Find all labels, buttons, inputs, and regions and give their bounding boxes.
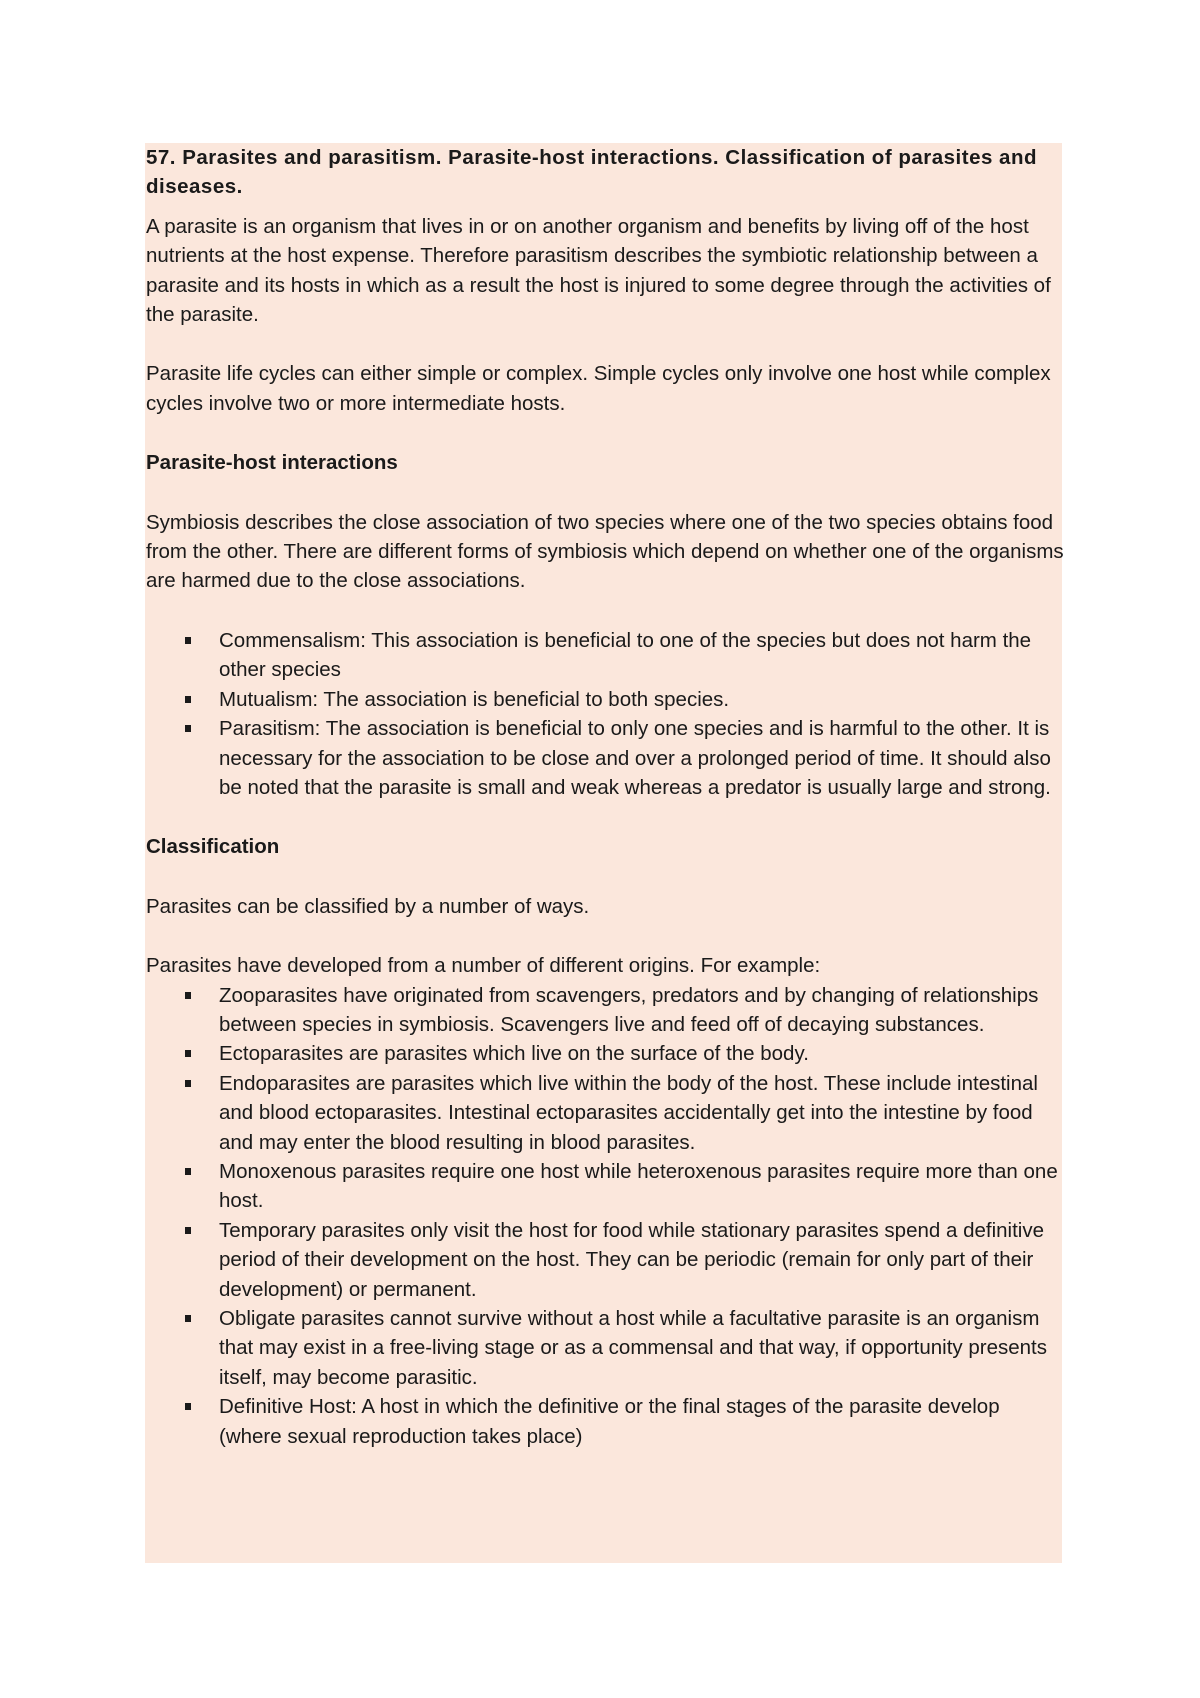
list-item-text: Temporary parasites only visit the host for food while stationary parasites spend a definitive period of their development on the host. They can be periodic (remain for only part of their development) or permanent. bbox=[219, 1218, 1044, 1301]
list-item bbox=[146, 685, 1066, 714]
square-bullet-icon bbox=[185, 992, 191, 999]
square-bullet-icon bbox=[185, 725, 191, 732]
classification-heading: Classification bbox=[146, 835, 280, 859]
spacer bbox=[146, 202, 1066, 212]
spacer bbox=[146, 862, 1066, 892]
list-item bbox=[146, 1304, 1066, 1392]
list-item bbox=[146, 714, 1066, 802]
list-item bbox=[146, 1069, 1066, 1157]
list-item-text: Definitive Host: A host in which the definitive or the final stages of the parasite develop (where sexual reproduction takes place) bbox=[219, 1395, 1000, 1448]
list-item-text: Monoxenous parasites require one host while heteroxenous parasites require more than one host. bbox=[219, 1159, 1058, 1213]
list-item-text: Commensalism: This association is beneficial to one of the species but does not harm the other species bbox=[219, 628, 1032, 682]
intro-paragraph-1: A parasite is an organism that lives in or on another organism and benefits by living off of the host nutrients at the host expense. Therefore parasitism describes the symbiotic relationship between a parasite and its hosts in which as a result the host is injured to some degree through the activities of the parasite. bbox=[146, 214, 1051, 327]
list-item-text: Ectoparasites are parasites which live on the surface of the body. bbox=[219, 1042, 809, 1066]
list-item-text: Endoparasites are parasites which live within the body of the host. These include intestinal and blood ectoparasites. Intestinal ectoparasites accidentally get into the intestine by food and may enter the blood resulting in blood parasites. bbox=[219, 1071, 1038, 1154]
list-item bbox=[146, 1392, 1066, 1451]
square-bullet-icon bbox=[185, 1227, 191, 1234]
square-bullet-icon bbox=[185, 1168, 191, 1175]
interactions-list bbox=[146, 626, 1066, 802]
list-item-text: Zooparasites have originated from scavengers, predators and by changing of relationships between species in symbiosis. Scavengers live and feed off of decaying substances. bbox=[219, 983, 1039, 1036]
classification-paragraph-2: Parasites have developed from a number of different origins. For example: bbox=[146, 954, 821, 978]
interactions-heading: Parasite-host interactions bbox=[146, 451, 398, 475]
spacer bbox=[146, 418, 1066, 448]
spacer bbox=[146, 802, 1066, 832]
spacer bbox=[146, 478, 1066, 508]
list-item bbox=[146, 1216, 1066, 1304]
document-title: 57. Parasites and parasitism. Parasite-host interactions. Classification of parasites and diseases. bbox=[146, 146, 1038, 199]
list-item-text: Parasitism: The association is beneficial to only one species and is harmful to the other. It is necessary for the association to be close and over a prolonged period of time. It should also be noted that the parasite is small and weak whereas a predator is usually large and strong. bbox=[219, 717, 1051, 799]
spacer bbox=[146, 921, 1066, 951]
classification-paragraph-1: Parasites can be classified by a number of ways. bbox=[146, 894, 590, 918]
spacer bbox=[146, 329, 1066, 359]
document-content bbox=[146, 143, 1066, 1451]
list-item-text: Mutualism: The association is beneficial to both species. bbox=[219, 687, 730, 711]
list-item bbox=[146, 626, 1066, 685]
list-item bbox=[146, 981, 1066, 1040]
spacer bbox=[146, 596, 1066, 626]
square-bullet-icon bbox=[185, 1315, 191, 1322]
intro-paragraph-2: Parasite life cycles can either simple or complex. Simple cycles only involve one host while complex cycles involve two or more intermediate hosts. bbox=[146, 362, 1051, 415]
classification-list bbox=[146, 981, 1066, 1452]
square-bullet-icon bbox=[185, 1050, 191, 1057]
square-bullet-icon bbox=[185, 637, 191, 644]
list-item-text: Obligate parasites cannot survive without a host while a facultative parasite is an organism that may exist in a free-living stage or as a commensal and that way, if opportunity presents itself, may become parasitic. bbox=[219, 1307, 1047, 1389]
square-bullet-icon bbox=[185, 1080, 191, 1087]
interactions-paragraph: Symbiosis describes the close association of two species where one of the two species obtains food from the other. There are different forms of symbiosis which depend on whether one of the organisms are harmed due to the close associations. bbox=[146, 510, 1064, 593]
square-bullet-icon bbox=[185, 696, 191, 703]
list-item bbox=[146, 1039, 1066, 1068]
square-bullet-icon bbox=[185, 1403, 191, 1410]
list-item bbox=[146, 1157, 1066, 1216]
